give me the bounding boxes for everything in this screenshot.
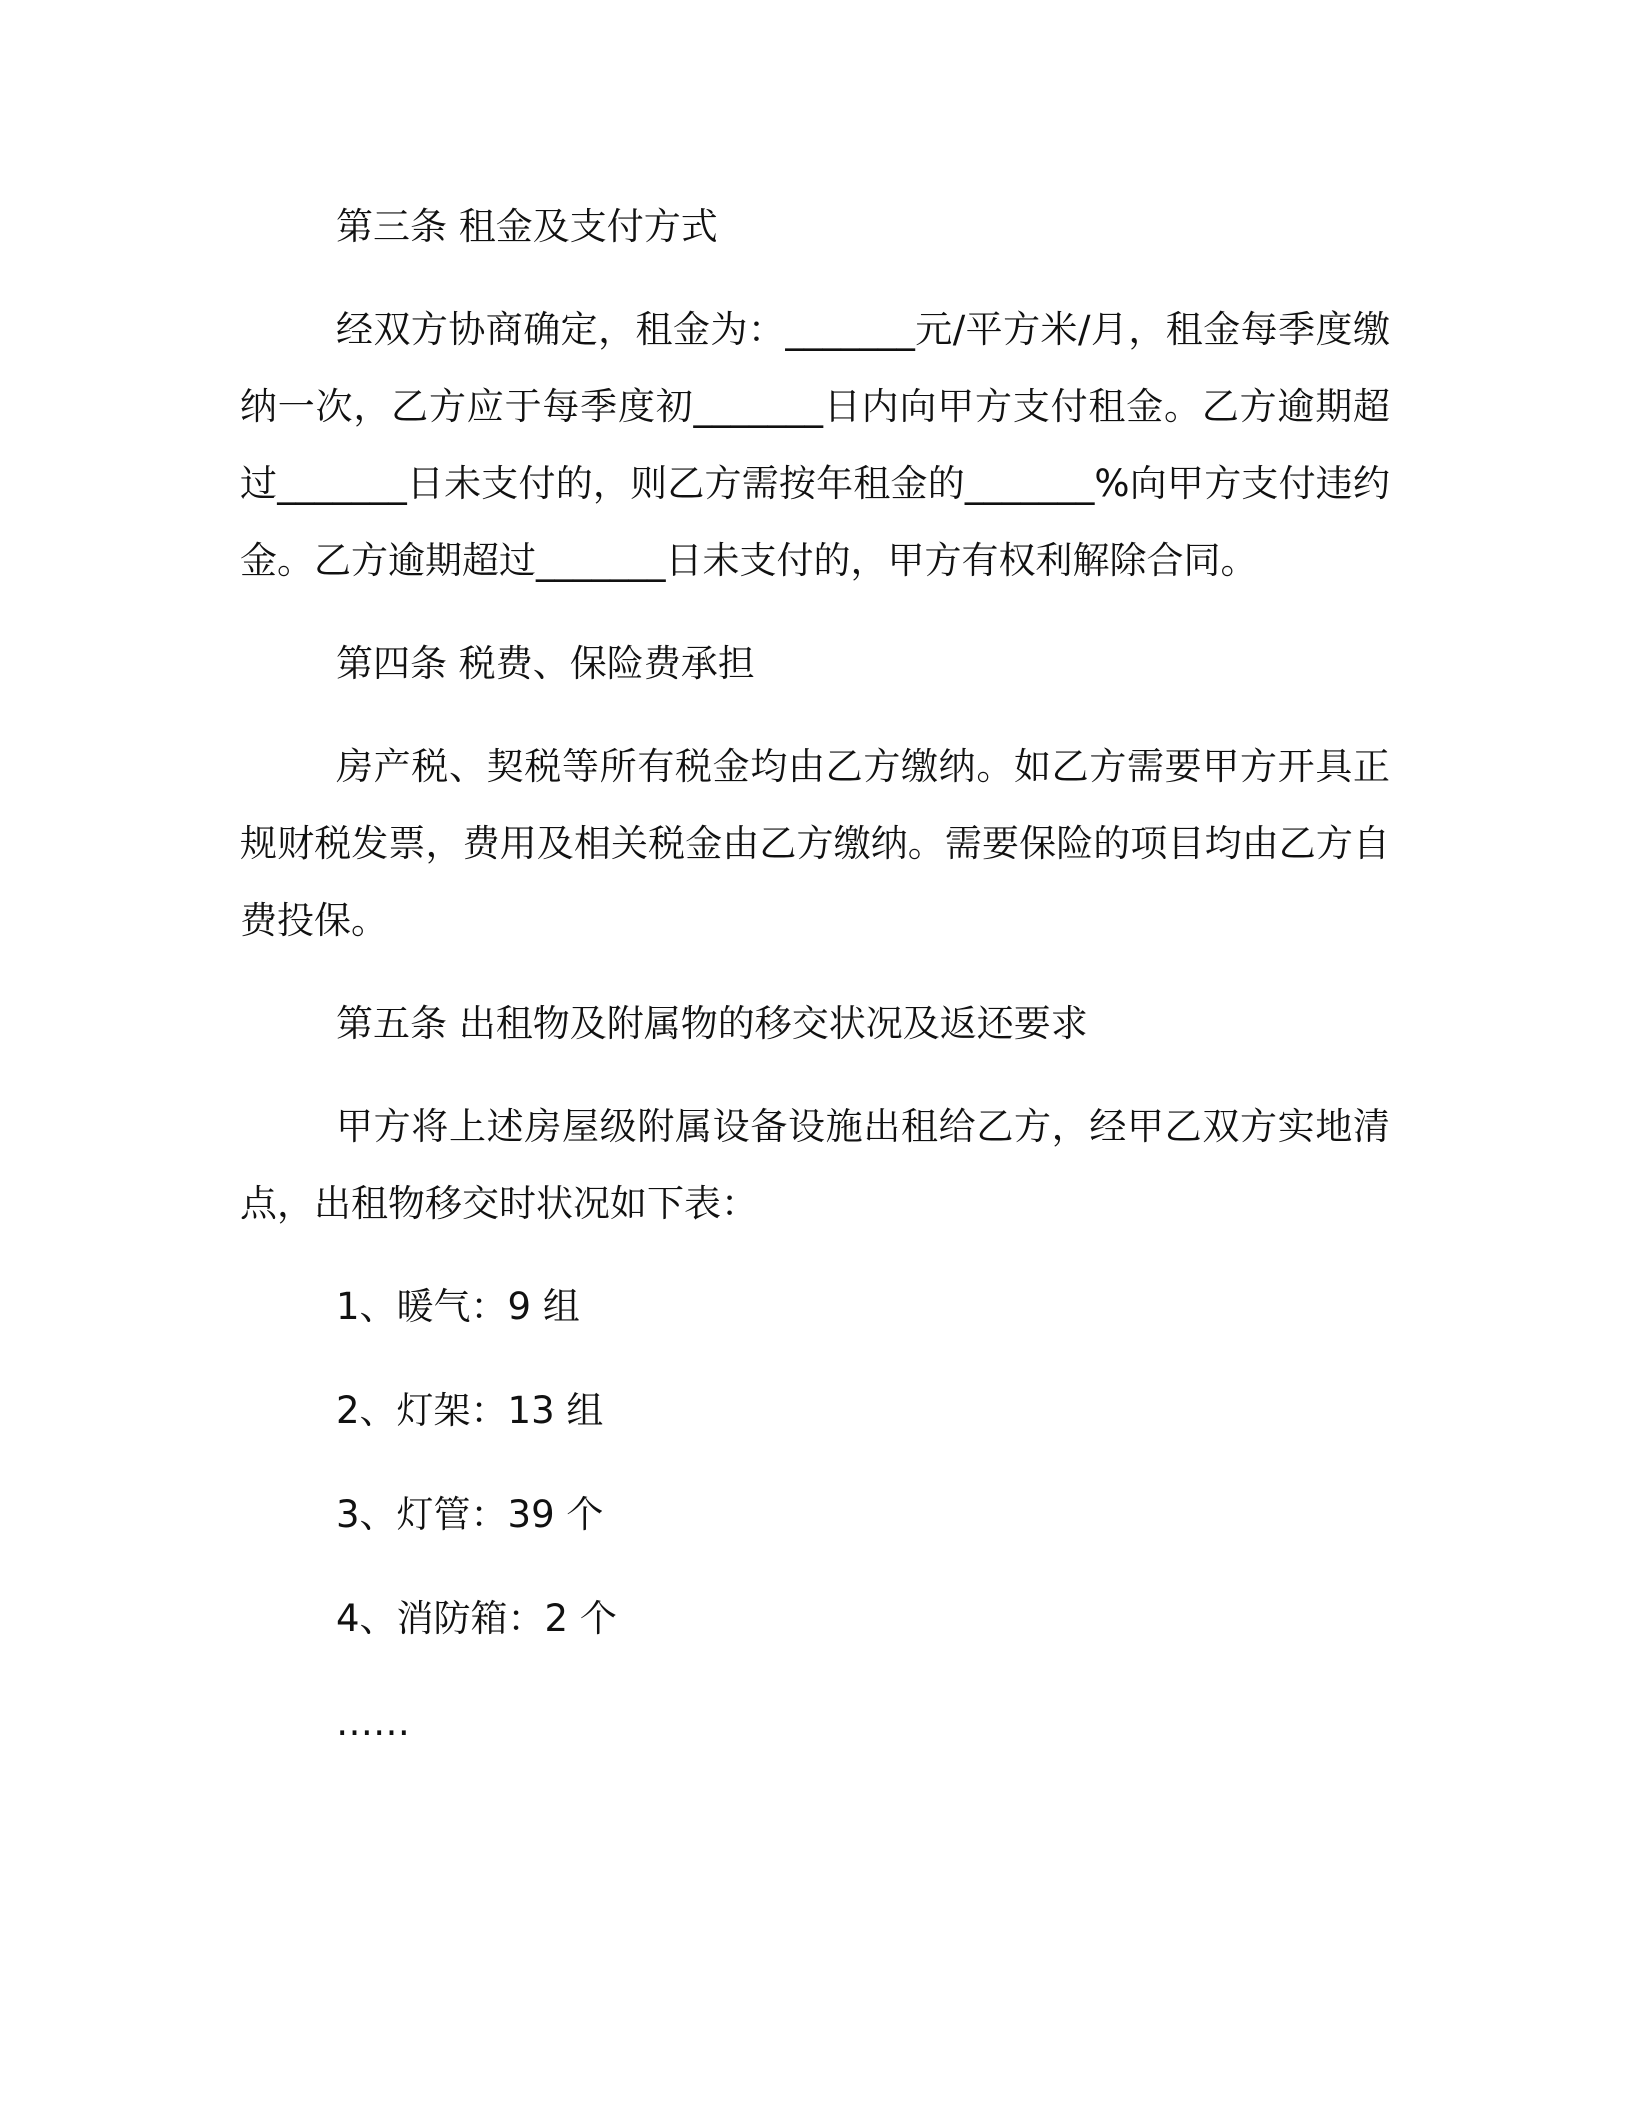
article-4-heading: 第四条 税费、保险费承担 xyxy=(336,642,755,685)
document-body xyxy=(240,188,1390,1761)
article-5-heading: 第五条 出租物及附属物的移交状况及返还要求 xyxy=(336,1002,1088,1045)
article-4-body: 房产税、契税等所有税金均由乙方缴纳。如乙方需要甲方开具正规财税发票，费用及相关税金由乙方缴纳。需要保险的项目均由乙方自费投保。 xyxy=(240,745,1390,942)
article-3-heading: 第三条 租金及支付方式 xyxy=(336,205,718,248)
list-ellipsis: …… xyxy=(336,1701,410,1744)
list-item: 3、灯管：39 个 xyxy=(336,1493,604,1536)
list-item: 4、消防箱：2 个 xyxy=(336,1597,617,1640)
article-3-body: 经双方协商确定，租金为：_______元/平方米/月，租金每季度缴纳一次，乙方应于每季度初_______日内向甲方支付租金。乙方逾期超过_______日未支付的，则乙方需按年租金的_______%向甲方支付违约金。乙方逾期超过_______日未支付的，甲方有权利解除合同。 xyxy=(240,308,1390,582)
handover-item-list xyxy=(240,1268,1390,1657)
article-5-body: 甲方将上述房屋级附属设备设施出租给乙方，经甲乙双方实地清点，出租物移交时状况如下表： xyxy=(240,1105,1390,1225)
list-item: 2、灯架：13 组 xyxy=(336,1389,604,1432)
list-item: 1、暖气：9 组 xyxy=(336,1285,580,1328)
